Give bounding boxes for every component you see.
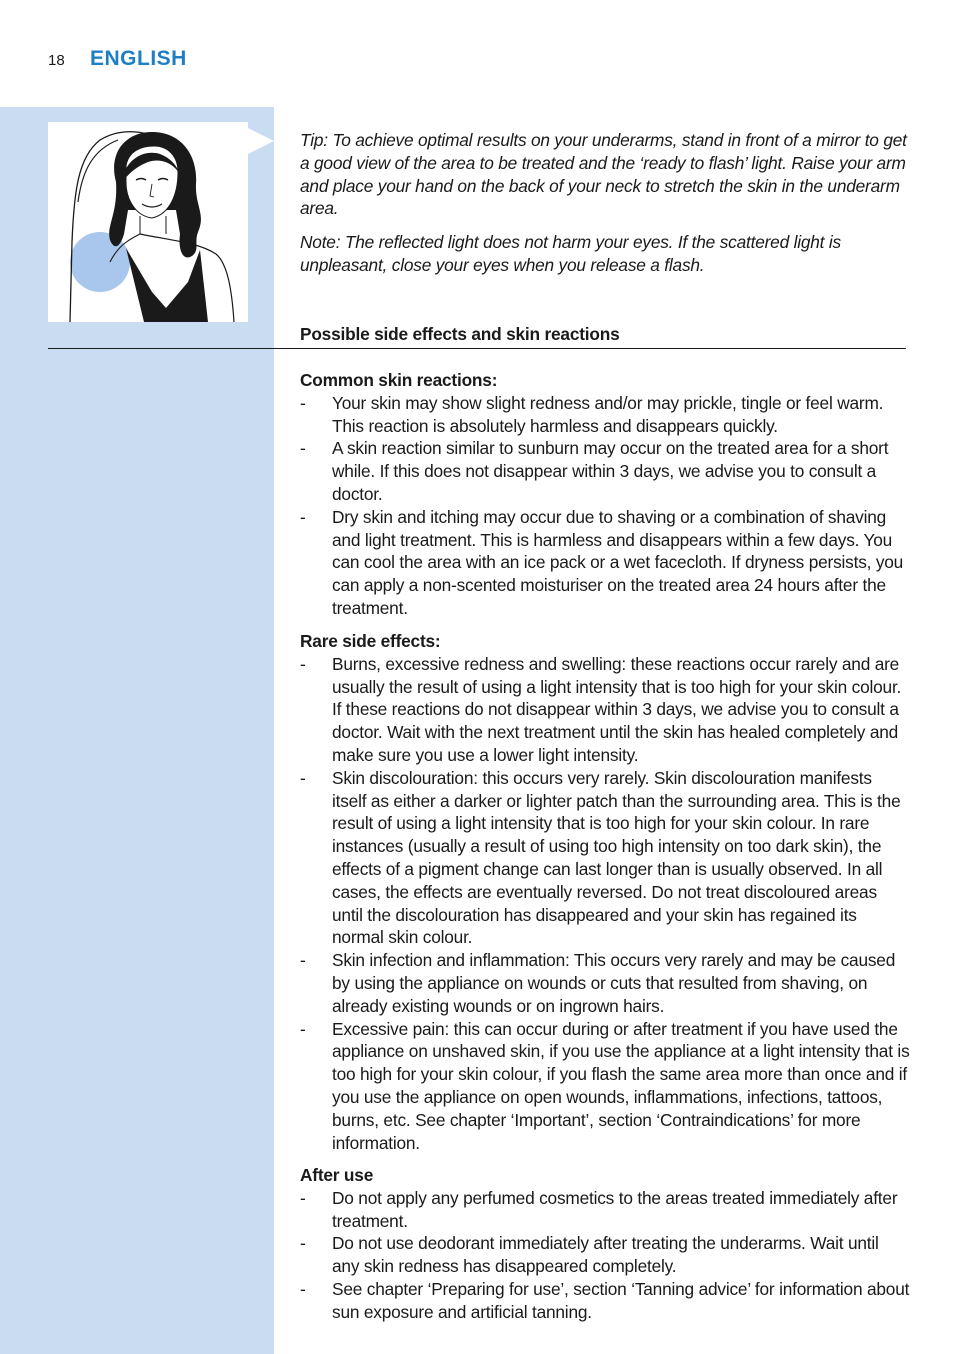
after-use-block xyxy=(300,1164,910,1324)
bullet-dash: - xyxy=(300,1187,306,1208)
rare-effects-block xyxy=(300,630,910,1154)
list-item: - See chapter ‘Preparing for use’, section ‘Tanning advice’ for information about sun exposure and artificial tanning. xyxy=(300,1278,910,1322)
woman-raising-arm-underarm-illustration xyxy=(48,122,248,322)
after-use-title: After use xyxy=(300,1165,374,1185)
bullet-dash: - xyxy=(300,950,306,971)
bullet-dash: - xyxy=(300,1233,306,1254)
note-paragraph: Note: The reflected light does not harm your eyes. If the scattered light is unpleasant, close your eyes when you release a flash. xyxy=(300,232,841,275)
list-item: - Skin infection and inflammation: This occurs very rarely and may be caused by using the appliance on wounds or cuts that resulted from shaving, on already existing wounds or on ingrown hairs. xyxy=(300,950,896,1016)
bullet-dash: - xyxy=(300,392,306,413)
bullet-dash: - xyxy=(300,1278,306,1299)
illustration-drawing xyxy=(48,122,248,322)
list-item: - Dry skin and itching may occur due to shaving or a combination of shaving and light treatment. This is harmless and disappears within a few days. You can cool the area with an ice pack or a wet facecloth. If dryness persists, you can apply a non-scented moisturiser on the treated area 24 hours after the treatment. xyxy=(300,506,904,618)
bullet-dash: - xyxy=(300,653,306,674)
rare-effects-list xyxy=(300,653,910,1155)
section-divider xyxy=(48,348,906,349)
list-item: - Your skin may show slight redness and/or may prickle, tingle or feel warm. This reaction is absolutely harmless and disappears quickly. xyxy=(300,392,884,436)
rare-effects-title: Rare side effects: xyxy=(300,631,441,651)
tip-paragraph: Tip: To achieve optimal results on your underarms, stand in front of a mirror to get a good view of the area to be treated and the ‘ready to flash’ light. Raise your arm and place your hand on the back of your neck to stretch the skin in the underarm area. xyxy=(300,130,907,219)
common-reactions-block xyxy=(300,369,910,620)
list-item: - Excessive pain: this can occur during or after treatment if you have used the appliance on unshaved skin, if you use the appliance at a light intensity that is too high for your skin colour, if you flash the same area more than once and if you use the appliance on open wounds, inflammations, infections, tattoos, burns, etc. See chapter ‘Important’, section ‘Contraindications’ for more information. xyxy=(300,1018,910,1153)
after-use-list xyxy=(300,1187,910,1324)
bullet-dash: - xyxy=(300,438,306,459)
bullet-dash: - xyxy=(300,506,306,527)
list-item: - A skin reaction similar to sunburn may occur on the treated area for a short while. If this does not disappear within 3 days, we advise you to consult a doctor. xyxy=(300,438,889,504)
common-reactions-list xyxy=(300,392,910,620)
common-reactions-title: Common skin reactions: xyxy=(300,370,498,390)
page-number: 18 xyxy=(48,52,65,69)
side-effects-heading: Possible side effects and skin reactions xyxy=(300,324,620,344)
list-item: - Do not apply any perfumed cosmetics to the areas treated immediately after treatment. xyxy=(300,1187,898,1231)
main-content xyxy=(300,129,910,1322)
sidebar-notch xyxy=(248,128,274,154)
list-item: - Skin discolouration: this occurs very rarely. Skin discolouration manifests itself as either a darker or lighter patch than the surrounding area. This is the result of using a light intensity that is too high for your skin colour. In rare instances (usually a result of using too high intensity on too dark skin), the effects of a pigment change can last longer than is usually observed. In all cases, the effects are eventually reversed. Do not treat discoloured areas until the discolouration has disappeared and your skin has regained its normal skin colour. xyxy=(300,767,901,948)
list-item: - Do not use deodorant immediately after treating the underarms. Wait until any skin redness has disappeared completely. xyxy=(300,1233,879,1277)
bullet-dash: - xyxy=(300,767,306,788)
bullet-dash: - xyxy=(300,1018,306,1039)
list-item: - Burns, excessive redness and swelling: these reactions occur rarely and are usually the result of using a light intensity that is too high for your skin colour. If these reactions do not disappear within 3 days, we advise you to consult a doctor. Wait with the next treatment until the skin has healed completely and make sure you use a lower light intensity. xyxy=(300,653,902,765)
section-title: ENGLISH xyxy=(90,47,187,70)
